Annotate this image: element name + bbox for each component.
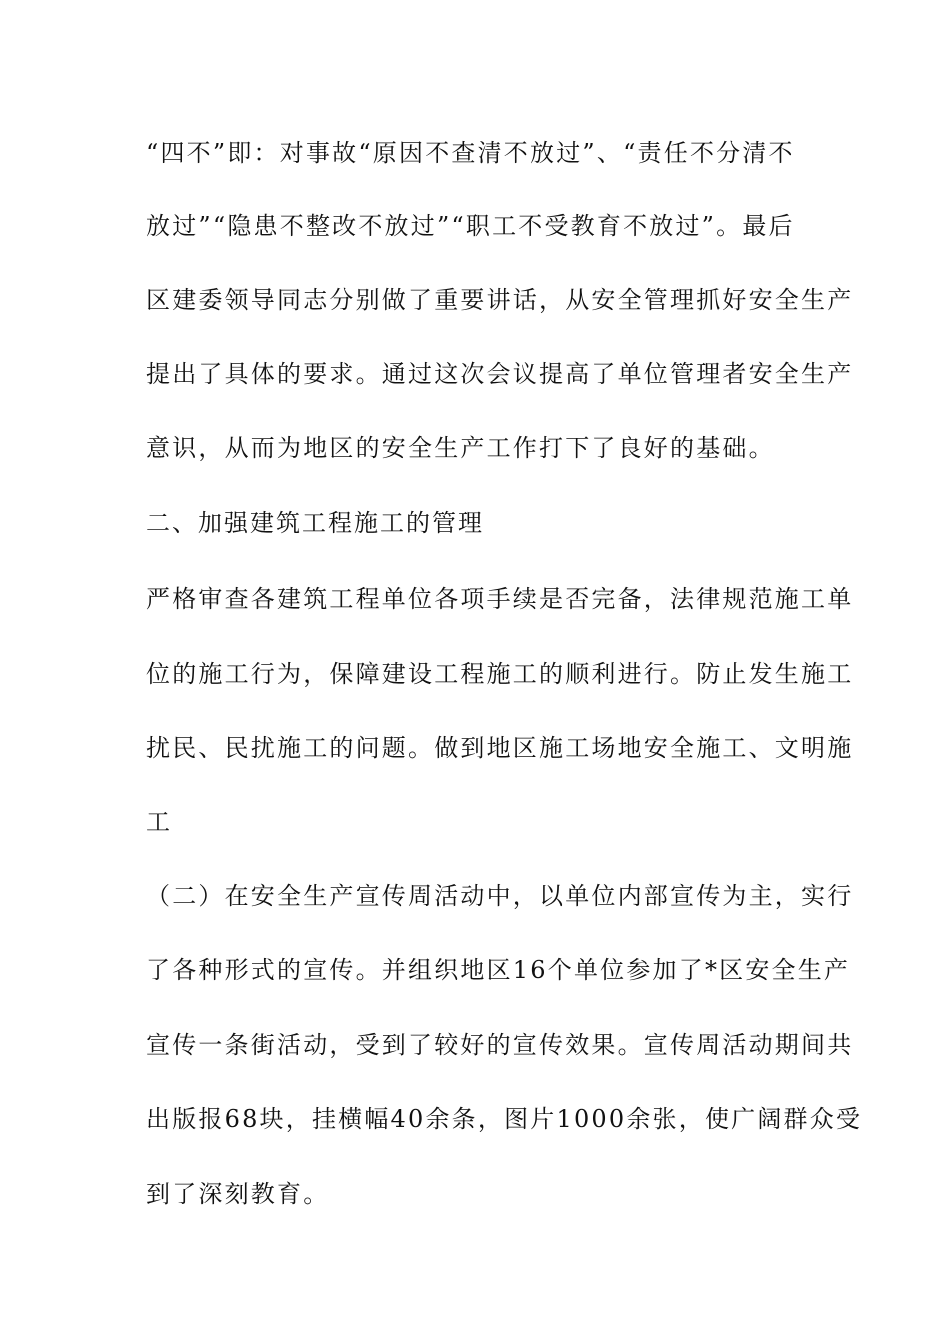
paragraph-line: 区建委领导同志分别做了重要讲话，从安全管理抓好安全生产: [146, 286, 854, 314]
paragraph-line: 放过”“隐患不整改不放过”“职工不受教育不放过”。最后: [146, 212, 795, 240]
paragraph-line: 了各种形式的宣传。并组织地区16个单位参加了*区安全生产: [146, 956, 851, 984]
paragraph-line: “四不”即：对事故“原因不查清不放过”、“责任不分清不: [146, 139, 795, 167]
paragraph-line: 出版报68块，挂横幅40余条，图片1000余张，使广阔群众受: [146, 1105, 863, 1133]
paragraph-line: 到了深刻教育。: [146, 1180, 330, 1208]
paragraph-line: 位的施工行为，保障建设工程施工的顺利进行。防止发生施工: [146, 660, 854, 688]
section-heading: 二、加强建筑工程施工的管理: [146, 509, 484, 537]
paragraph-line: （二）在安全生产宣传周活动中，以单位内部宣传为主，实行: [146, 882, 854, 910]
paragraph-line: 严格审查各建筑工程单位各项手续是否完备，法律规范施工单: [146, 585, 854, 613]
paragraph-line: 提出了具体的要求。通过这次会议提高了单位管理者安全生产: [146, 360, 854, 388]
paragraph-line: 扰民、民扰施工的问题。做到地区施工场地安全施工、文明施: [146, 734, 854, 762]
paragraph-line: 意识，从而为地区的安全生产工作打下了良好的基础。: [146, 434, 775, 462]
paragraph-line: 工: [146, 808, 173, 836]
paragraph-line: 宣传一条街活动，受到了较好的宣传效果。宣传周活动期间共: [146, 1031, 854, 1059]
